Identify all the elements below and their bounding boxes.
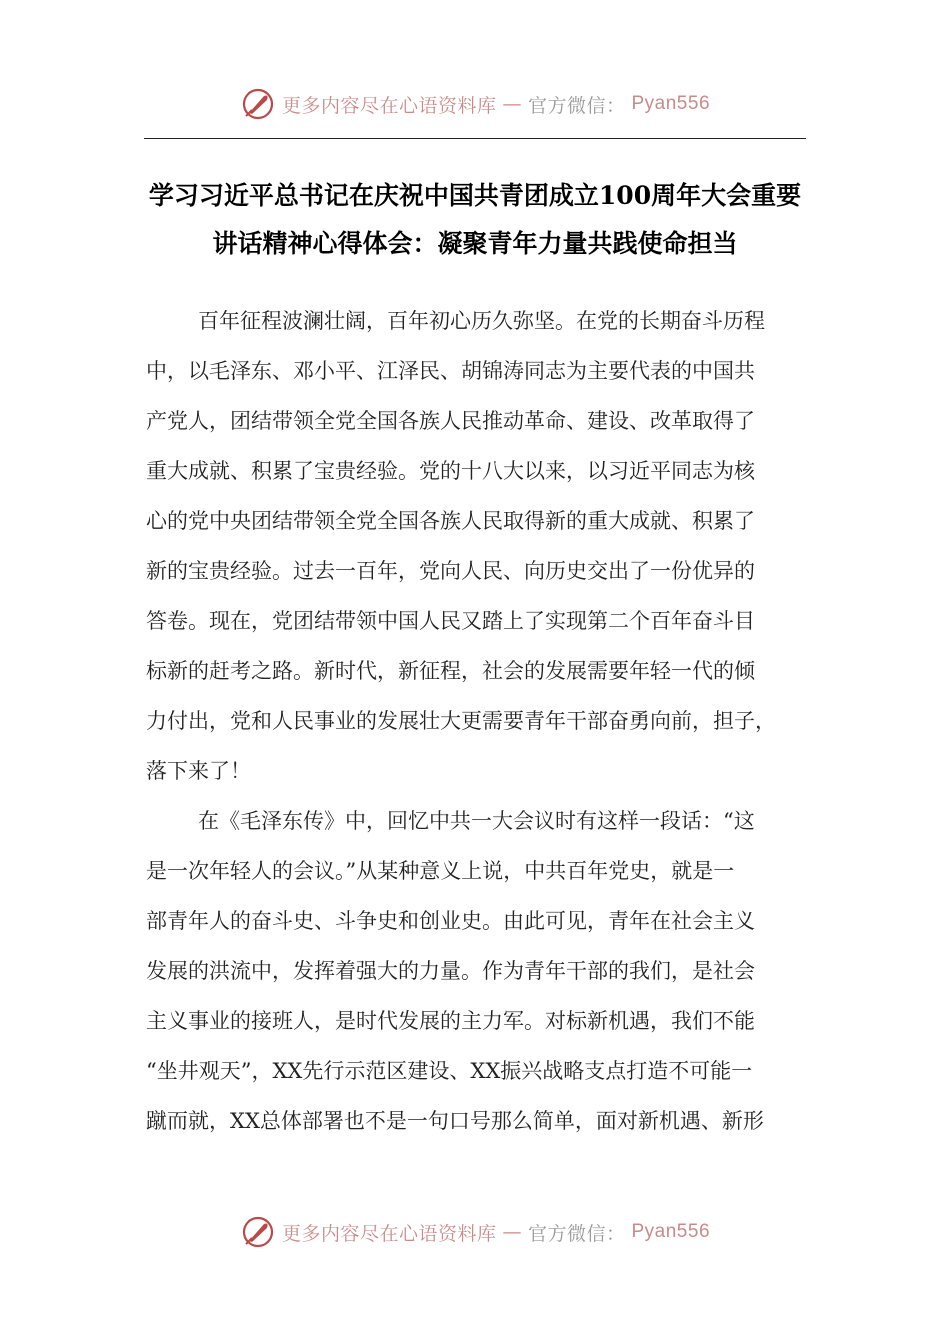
- paragraph-2-line: 主义事业的接班人，是时代发展的主力军。对标新机遇，我们不能: [146, 1009, 755, 1033]
- paragraph-2-line: 部青年人的奋斗史、斗争史和创业史。由此可见，青年在社会主义: [146, 909, 755, 933]
- banner-main-text: 更多内容尽在心语资料库: [281, 94, 497, 117]
- paragraph-1-line: 落下来了！: [146, 759, 251, 783]
- page-title: [140, 172, 810, 268]
- footer-wechat-id: Pyan556: [631, 1221, 711, 1242]
- paragraph-2-line: 发展的洪流中，发挥着强大的力量。作为青年干部的我们，是社会: [146, 959, 755, 983]
- banner-wechat-label: 官方微信：: [527, 94, 626, 117]
- title-line-2: 讲话精神心得体会：凝聚青年力量共践使命担当: [212, 229, 738, 258]
- paragraph-1-line: 重大成就、积累了宝贵经验。党的十八大以来，以习近平同志为核: [146, 459, 755, 483]
- paragraph-1-line: 新的宝贵经验。过去一百年，党向人民、向历史交出了一份优异的: [146, 559, 755, 583]
- header-banner: [0, 84, 950, 124]
- banner-wechat-id: Pyan556: [631, 93, 711, 114]
- paragraph-2-line: 蹴而就，XX总体部署也不是一句口号那么简单，面对新机遇、新形: [146, 1109, 764, 1133]
- paragraph-1-line: 心的党中央团结带领全党全国各族人民取得新的重大成就、积累了: [146, 509, 755, 533]
- paragraph-1-line: 标新的赶考之路。新时代，新征程，社会的发展需要年轻一代的倾: [146, 659, 755, 683]
- quill-logo-icon: [240, 86, 276, 122]
- footer-banner: [0, 1212, 950, 1252]
- document-body: [146, 296, 806, 1146]
- title-line-1: 学习习近平总书记在庆祝中国共青团成立100周年大会重要: [148, 181, 802, 210]
- footer-main-text: 更多内容尽在心语资料库: [281, 1222, 497, 1245]
- quill-logo-icon: [240, 1214, 276, 1250]
- paragraph-1-line: 力付出，党和人民事业的发展壮大更需要青年干部奋勇向前，担子，: [146, 709, 776, 733]
- banner-dash: —: [502, 93, 522, 115]
- paragraph-1-line: 中，以毛泽东、邓小平、江泽民、胡锦涛同志为主要代表的中国共: [146, 359, 755, 383]
- header-divider: [144, 138, 806, 139]
- footer-dash: —: [502, 1221, 522, 1243]
- paragraph-2-line: 是一次年轻人的会议。”从某种意义上说，中共百年党史，就是一: [146, 859, 735, 883]
- paragraph-2-line: 在《毛泽东传》中，回忆中共一大会议时有这样一段话：“这: [198, 809, 755, 833]
- paragraph-1-line: 产党人，团结带领全党全国各族人民推动革命、建设、改革取得了: [146, 409, 755, 433]
- paragraph-2-line: “坐井观天”，XX先行示范区建设、XX振兴战略支点打造不可能一: [146, 1059, 753, 1083]
- paragraph-1-line: 答卷。现在，党团结带领中国人民又踏上了实现第二个百年奋斗目: [146, 609, 755, 633]
- paragraph-1-line: 百年征程波澜壮阔，百年初心历久弥坚。在党的长期奋斗历程: [198, 309, 765, 333]
- footer-wechat-label: 官方微信：: [527, 1222, 626, 1245]
